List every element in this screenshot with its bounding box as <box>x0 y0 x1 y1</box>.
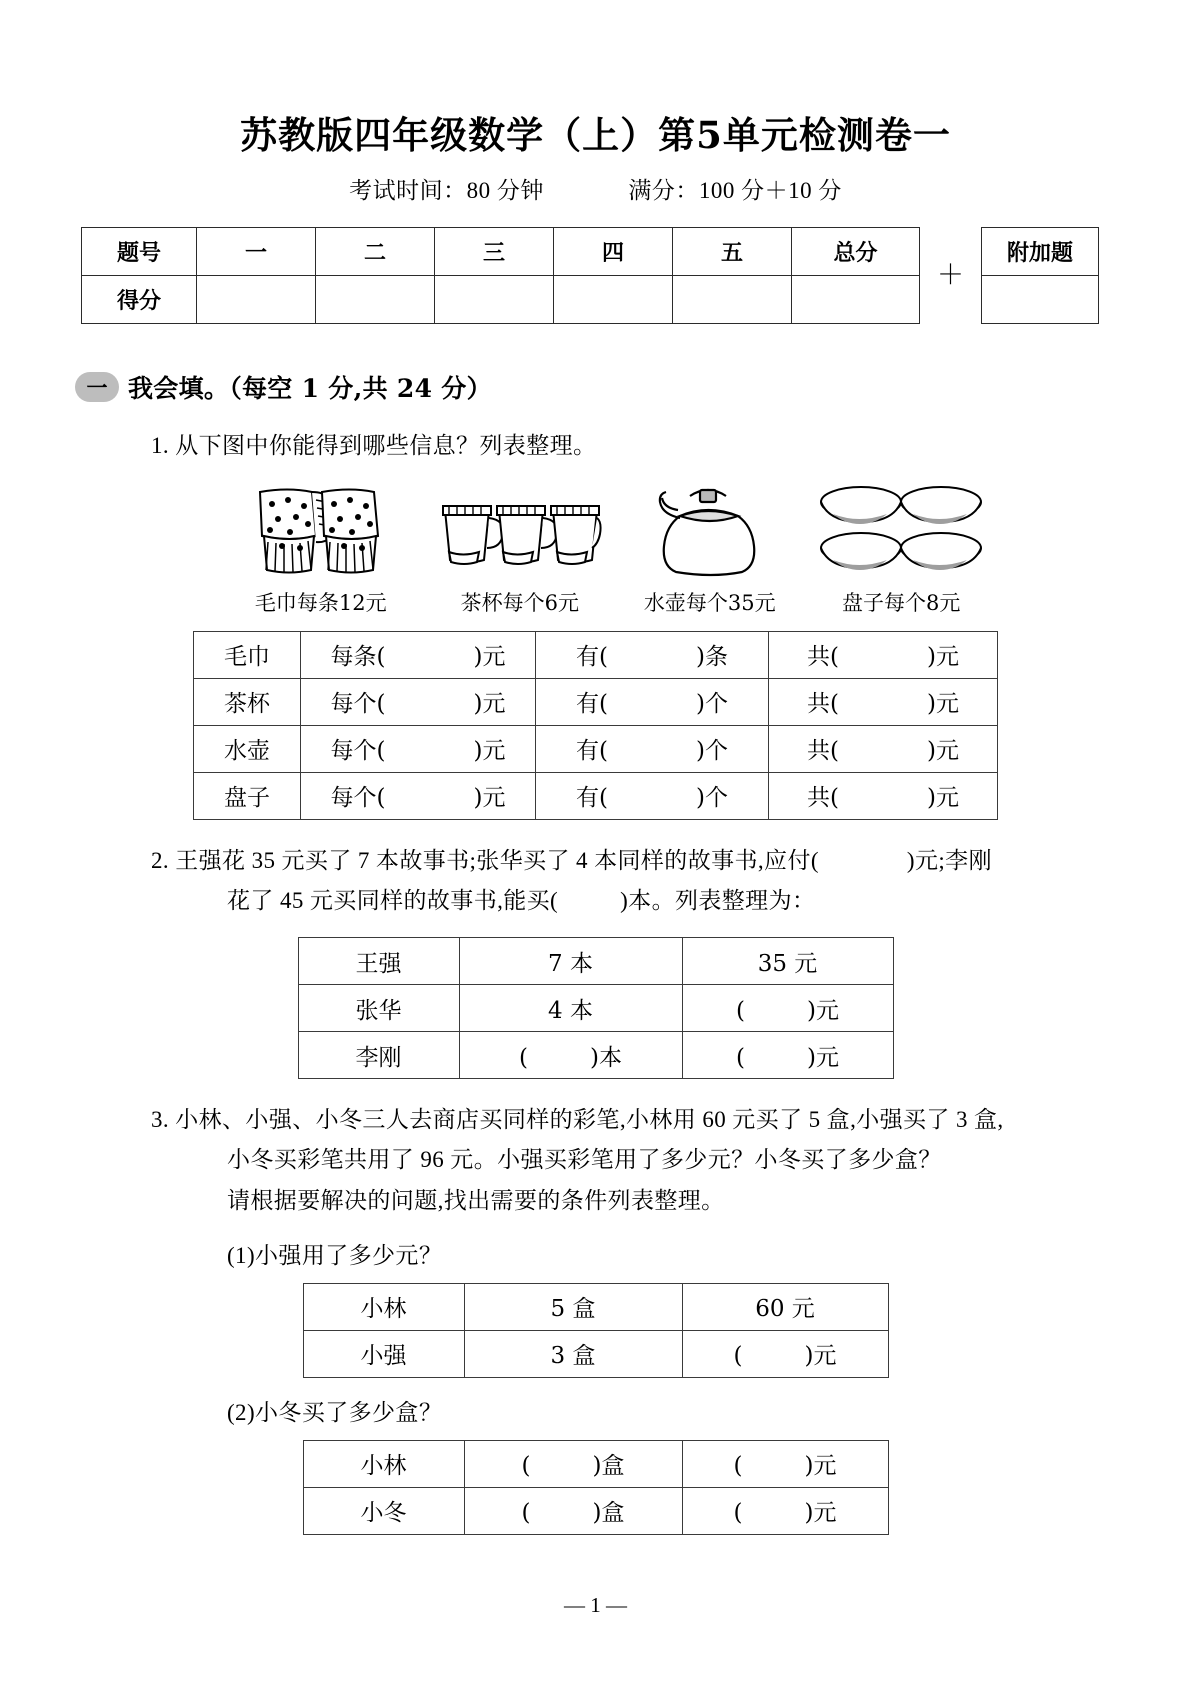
q1-count-2[interactable]: 有( )个 <box>536 725 769 772</box>
table-row <box>303 1330 888 1377</box>
question-3-sub-1-table <box>303 1283 889 1378</box>
illustration-towels-caption: 毛巾每条12元 <box>254 590 387 615</box>
q3a-money-1[interactable]: ( )元 <box>682 1330 888 1377</box>
score-table <box>81 227 920 324</box>
q1-count-3[interactable]: 有( )个 <box>536 772 769 819</box>
score-row-label-1: 得分 <box>82 276 197 324</box>
q3b-boxes-1[interactable]: ( )盒 <box>464 1487 682 1534</box>
score-row-label-0: 题号 <box>82 228 197 276</box>
q3a-boxes-1: 3 盒 <box>464 1330 682 1377</box>
exam-meta <box>75 172 1116 205</box>
score-col-4: 四 <box>554 228 673 276</box>
table-row <box>194 772 998 819</box>
score-col-3: 三 <box>435 228 554 276</box>
question-3-line-2: 小冬买彩笔共用了 96 元。小强买彩笔用了多少元？小冬买了多少盒？ <box>227 1147 942 1173</box>
q3a-name-0: 小林 <box>303 1283 464 1330</box>
illustration-plates-caption: 盘子每个8元 <box>842 590 961 615</box>
q3b-name-1: 小冬 <box>303 1487 464 1534</box>
question-3 <box>75 1100 1116 1221</box>
table-row <box>303 1487 888 1534</box>
table-row <box>194 631 998 678</box>
q2-money-0: 35 元 <box>682 938 893 985</box>
full-score: 满分：100 分＋10 分 <box>628 178 842 204</box>
score-input-1[interactable] <box>197 276 316 324</box>
table-row <box>194 725 998 772</box>
q2-money-2[interactable]: ( )元 <box>682 1032 893 1079</box>
illustration-towels <box>246 483 396 617</box>
score-col-2: 二 <box>316 228 435 276</box>
illustration-kettle <box>644 483 776 617</box>
table-row <box>982 228 1099 276</box>
question-3-sub-1-table-wrap <box>75 1270 1116 1378</box>
section-one-heading <box>75 369 1116 405</box>
plates-icon <box>817 483 985 578</box>
table-row <box>303 1283 888 1330</box>
q1-unitprice-1[interactable]: 每个( )元 <box>301 678 536 725</box>
question-2-table <box>298 937 894 1079</box>
question-1-text <box>75 426 1116 466</box>
question-3-sub-1-label: (1)小强用了多少元？ <box>227 1242 443 1268</box>
score-input-5[interactable] <box>673 276 792 324</box>
score-table-area <box>81 227 1116 324</box>
illustration-plates <box>817 483 985 617</box>
table-row <box>194 678 998 725</box>
q1-total-1[interactable]: 共( )元 <box>769 678 998 725</box>
question-2-table-wrap <box>75 921 1116 1079</box>
q1-unitprice-3[interactable]: 每个( )元 <box>301 772 536 819</box>
question-1-body: 从下图中你能得到哪些信息？列表整理。 <box>175 433 597 459</box>
score-input-total[interactable] <box>792 276 920 324</box>
question-3-sub-2-label: (2)小冬买了多少盒？ <box>227 1399 443 1425</box>
table-row <box>982 276 1099 324</box>
q3b-name-0: 小林 <box>303 1440 464 1487</box>
question-1-number: 1. <box>151 433 170 459</box>
q3b-money-0[interactable]: ( )元 <box>682 1440 888 1487</box>
cups-icon <box>437 483 602 578</box>
section-title: 我会填。（每空 1 分,共 24 分） <box>128 374 492 404</box>
kettle-icon <box>650 483 770 578</box>
q1-count-1[interactable]: 有( )个 <box>536 678 769 725</box>
question-2-line-1: 2. 王强花 35 元买了 7 本故事书;张华买了 4 本同样的故事书,应付( )元;李刚 <box>151 847 992 873</box>
q1-item-3: 盘子 <box>194 772 301 819</box>
table-row <box>82 276 920 324</box>
section-badge: 一 <box>75 372 119 402</box>
question-3-line-1: 3. 小林、小强、小冬三人去商店买同样的彩笔,小林用 60 元买了 5 盒,小强买了 3 盒, <box>151 1107 1004 1132</box>
table-row <box>298 938 893 985</box>
q3a-money-0: 60 元 <box>682 1283 888 1330</box>
q3a-boxes-0: 5 盒 <box>464 1283 682 1330</box>
question-1 <box>75 426 1116 466</box>
table-row <box>298 985 893 1032</box>
question-2-line-2: 花了 45 元买同样的故事书,能买( )本。列表整理为： <box>227 887 816 913</box>
extra-label: 附加题 <box>982 228 1099 276</box>
question-1-table <box>193 631 998 820</box>
score-col-1: 一 <box>197 228 316 276</box>
table-row <box>298 1032 893 1079</box>
towels-icon <box>246 483 396 578</box>
q1-item-1: 茶杯 <box>194 678 301 725</box>
illustration-cups <box>437 483 602 617</box>
extra-input[interactable] <box>982 276 1099 324</box>
q1-item-0: 毛巾 <box>194 631 301 678</box>
q2-books-2[interactable]: ( )本 <box>459 1032 682 1079</box>
table-row <box>82 228 920 276</box>
q2-money-1[interactable]: ( )元 <box>682 985 893 1032</box>
question-3-number: 3. <box>151 1107 170 1132</box>
page-number: — 1 — <box>564 1593 627 1617</box>
q2-books-1: 4 本 <box>459 985 682 1032</box>
table-row <box>303 1440 888 1487</box>
q1-unitprice-2[interactable]: 每个( )元 <box>301 725 536 772</box>
q1-total-3[interactable]: 共( )元 <box>769 772 998 819</box>
question-3-sub-2-table-wrap <box>75 1427 1116 1535</box>
q1-unitprice-0[interactable]: 每条( )元 <box>301 631 536 678</box>
illustration-cups-caption: 茶杯每个6元 <box>460 590 580 615</box>
score-col-total: 总分 <box>792 228 920 276</box>
extra-score-table <box>981 227 1099 324</box>
q2-books-0: 7 本 <box>459 938 682 985</box>
q2-name-2: 李刚 <box>298 1032 459 1079</box>
q1-count-0[interactable]: 有( )条 <box>536 631 769 678</box>
illustration-kettle-caption: 水壶每个35元 <box>643 590 776 615</box>
q1-total-2[interactable]: 共( )元 <box>769 725 998 772</box>
page-title: 苏教版四年级数学（上）第5单元检测卷一 <box>240 113 951 157</box>
q1-total-0[interactable]: 共( )元 <box>769 631 998 678</box>
score-input-4[interactable] <box>554 276 673 324</box>
q3b-money-1[interactable]: ( )元 <box>682 1487 888 1534</box>
question-1-illustrations <box>75 483 1116 617</box>
question-1-table-wrap <box>75 617 1116 820</box>
exam-time: 考试时间：80 分钟 <box>349 178 544 204</box>
q3a-name-1: 小强 <box>303 1330 464 1377</box>
q1-item-2: 水壶 <box>194 725 301 772</box>
score-col-5: 五 <box>673 228 792 276</box>
question-3-line-3: 请根据要解决的问题,找出需要的条件列表整理。 <box>227 1187 725 1213</box>
question-2 <box>75 841 1116 922</box>
q2-name-0: 王强 <box>298 938 459 985</box>
question-3-sub-2-table <box>303 1440 889 1535</box>
score-input-2[interactable] <box>316 276 435 324</box>
q2-name-1: 张华 <box>298 985 459 1032</box>
plus-icon: ＋ <box>937 260 964 291</box>
question-2-number: 2. <box>151 847 170 873</box>
q3b-boxes-0[interactable]: ( )盒 <box>464 1440 682 1487</box>
score-input-3[interactable] <box>435 276 554 324</box>
